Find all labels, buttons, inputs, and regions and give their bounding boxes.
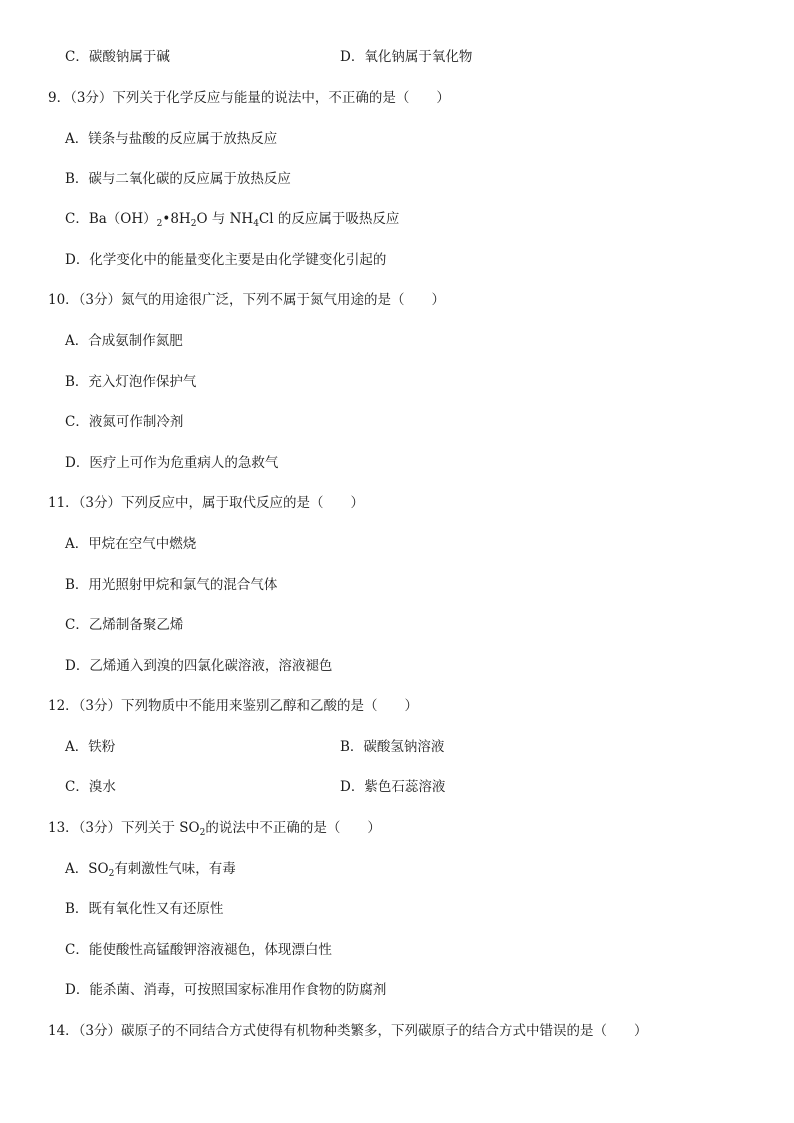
q13-option-b: B．既有氧化性又有还原性 [65, 901, 224, 917]
q8-option-d: D．氧化钠属于氧化物 [340, 49, 473, 65]
q10-option-c: C．液氮可作制冷剂 [65, 414, 184, 430]
q13-option-c: C．能使酸性高锰酸钾溶液褪色，体现漂白性 [65, 942, 332, 958]
q10-option-d: D．医疗上可作为危重病人的急救气 [65, 455, 279, 471]
q12-option-a: A．铁粉 [65, 739, 116, 755]
q9-option-d: D．化学变化中的能量变化主要是由化学键变化引起的 [65, 252, 387, 268]
q13-option-d: D．能杀菌、消毒，可按照国家标准用作食物的防腐剂 [65, 982, 387, 998]
q11-option-b: B．用光照射甲烷和氯气的混合气体 [65, 577, 278, 593]
q14-stem: 14．（3分）碳原子的不同结合方式使得有机物种类繁多，下列碳原子的结合方式中错误的是（ ） [48, 1023, 648, 1039]
q11-stem: 11．（3分）下列反应中，属于取代反应的是（ ） [48, 495, 365, 511]
q12-option-d: D．紫色石蕊溶液 [340, 779, 446, 795]
q12-stem: 12．（3分）下列物质中不能用来鉴别乙醇和乙酸的是（ ） [48, 698, 419, 714]
q9-option-a: A．镁条与盐酸的反应属于放热反应 [65, 131, 278, 147]
q13-stem: 13．（3分）下列关于 $SO_2$的说法中不正确的是（ ） [48, 820, 381, 838]
q11-option-a: A．甲烷在空气中燃烧 [65, 536, 197, 552]
q11-option-d: D．乙烯通入到溴的四氯化碳溶液，溶液褪色 [65, 658, 333, 674]
q13-option-a: A．$SO_2$有刺激性气味，有毒 [65, 861, 236, 879]
q9-stem: 9．（3分）下列关于化学反应与能量的说法中，不正确的是（ ） [48, 90, 450, 106]
q9-option-c: C．$Ba(OH)_2•8H_2O$ 与 $NH_4Cl$ 的反应属于吸热反应 [65, 211, 400, 229]
q12-option-b: B．碳酸氢钠溶液 [340, 739, 445, 755]
q10-option-a: A．合成氨制作氮肥 [65, 333, 183, 349]
q12-option-c: C．溴水 [65, 779, 116, 795]
q10-option-b: B．充入灯泡作保护气 [65, 374, 197, 390]
q10-stem: 10．（3分）氮气的用途很广泛，下列不属于氮气用途的是（ ） [48, 292, 446, 308]
q9-option-b: B．碳与二氧化碳的反应属于放热反应 [65, 171, 291, 187]
q11-option-c: C．乙烯制备聚乙烯 [65, 617, 184, 633]
q8-option-c: C．碳酸钠属于碱 [65, 49, 170, 65]
